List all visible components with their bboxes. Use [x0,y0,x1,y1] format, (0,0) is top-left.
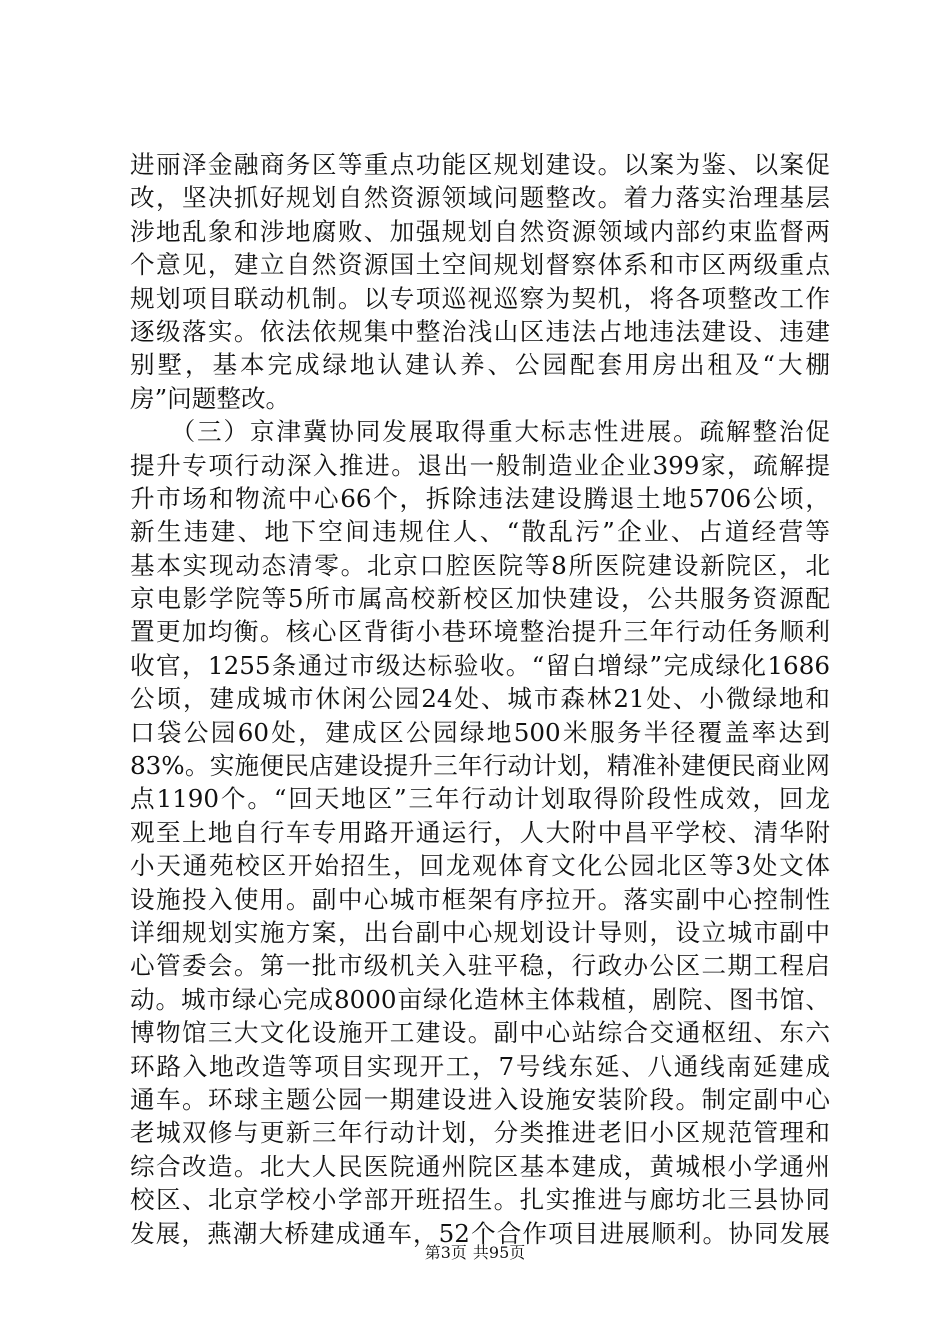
text-line: 综合改造。北大人民医院通州院区基本建成，黄城根小学通州 [130,1151,830,1181]
text-line: 升市场和物流中心66个，拆除违法建设腾退土地5706公顷， [130,483,830,513]
text-line: 心管委会。第一批市级机关入驻平稳，行政办公区二期工程启 [130,951,830,981]
text-line: 收官，1255条通过市级达标验收。“留白增绿”完成绿化1686 [130,650,830,680]
body-text [130,148,830,1250]
text-line: 动。城市绿心完成8000亩绿化造林主体栽植，剧院、图书馆、 [130,984,830,1014]
text-line: 基本实现动态清零。北京口腔医院等8所医院建设新院区，北 [130,550,830,580]
text-line: 设施投入使用。副中心城市框架有序拉开。落实副中心控制性 [130,884,830,914]
text-line: 发展，燕潮大桥建成通车，52个合作项目进展顺利。协同发展 [130,1218,830,1248]
text-line: 置更加均衡。核心区背街小巷环境整治提升三年行动任务顺利 [130,617,830,647]
text-line: 观至上地自行车专用路开通运行，人大附中昌平学校、清华附 [130,817,830,847]
text-line: 点1190个。“回天地区”三年行动计划取得阶段性成效，回龙 [130,784,830,814]
text-line: 通车。环球主题公园一期建设进入设施安装阶段。制定副中心 [130,1084,830,1114]
text-line: 个意见，建立自然资源国土空间规划督察体系和市区两级重点 [130,250,830,280]
text-line: 环路入地改造等项目实现开工，7号线东延、八通线南延建成 [130,1051,830,1081]
text-line: 口袋公园60处，建成区公园绿地500米服务半径覆盖率达到 [130,717,830,747]
text-line: 进丽泽金融商务区等重点功能区规划建设。以案为鉴、以案促 [130,150,830,179]
text-line: 详细规划实施方案，出台副中心规划设计导则，设立城市副中 [130,917,830,947]
text-line: 京电影学院等5所市属高校新校区加快建设，公共服务资源配 [130,584,830,614]
text-line: 老城双修与更新三年行动计划，分类推进老旧小区规范管理和 [130,1118,830,1148]
text-line: 逐级落实。依法依规集中整治浅山区违法占地违法建设、违建 [130,316,830,346]
text-line: （三）京津冀协同发展取得重大标志性进展。疏解整治促 [130,417,830,447]
text-line: 新生违建、地下空间违规住人、“散乱污”企业、占道经营等 [130,517,830,547]
page-footer [0,1243,950,1263]
text-line: 公顷，建成城市休闲公园24处、城市森林21处、小微绿地和 [130,684,830,714]
text-line: 改，坚决抓好规划自然资源领域问题整改。着力落实治理基层 [130,183,830,213]
text-line: 83%。实施便民店建设提升三年行动计划，精准补建便民商业网 [130,751,830,781]
page-number: 第3页 [424,1243,467,1262]
page-total: 共95页 [472,1243,526,1262]
text-line: 涉地乱象和涉地腐败、加强规划自然资源领域内部约束监督两 [130,216,830,246]
text-line: 提升专项行动深入推进。退出一般制造业企业399家，疏解提 [130,450,830,480]
text-line: 房”问题整改。 [130,383,291,413]
text-line: 别墅，基本完成绿地认建认养、公园配套用房出租及“大棚 [130,350,830,380]
text-line: 小天通苑校区开始招生，回龙观体育文化公园北区等3处文体 [130,851,830,881]
text-line: 校区、北京学校小学部开班招生。扎实推进与廊坊北三县协同 [130,1185,830,1215]
text-line: 规划项目联动机制。以专项巡视巡察为契机，将各项整改工作 [130,283,830,313]
text-line: 博物馆三大文化设施开工建设。副中心站综合交通枢纽、东六 [130,1018,830,1048]
